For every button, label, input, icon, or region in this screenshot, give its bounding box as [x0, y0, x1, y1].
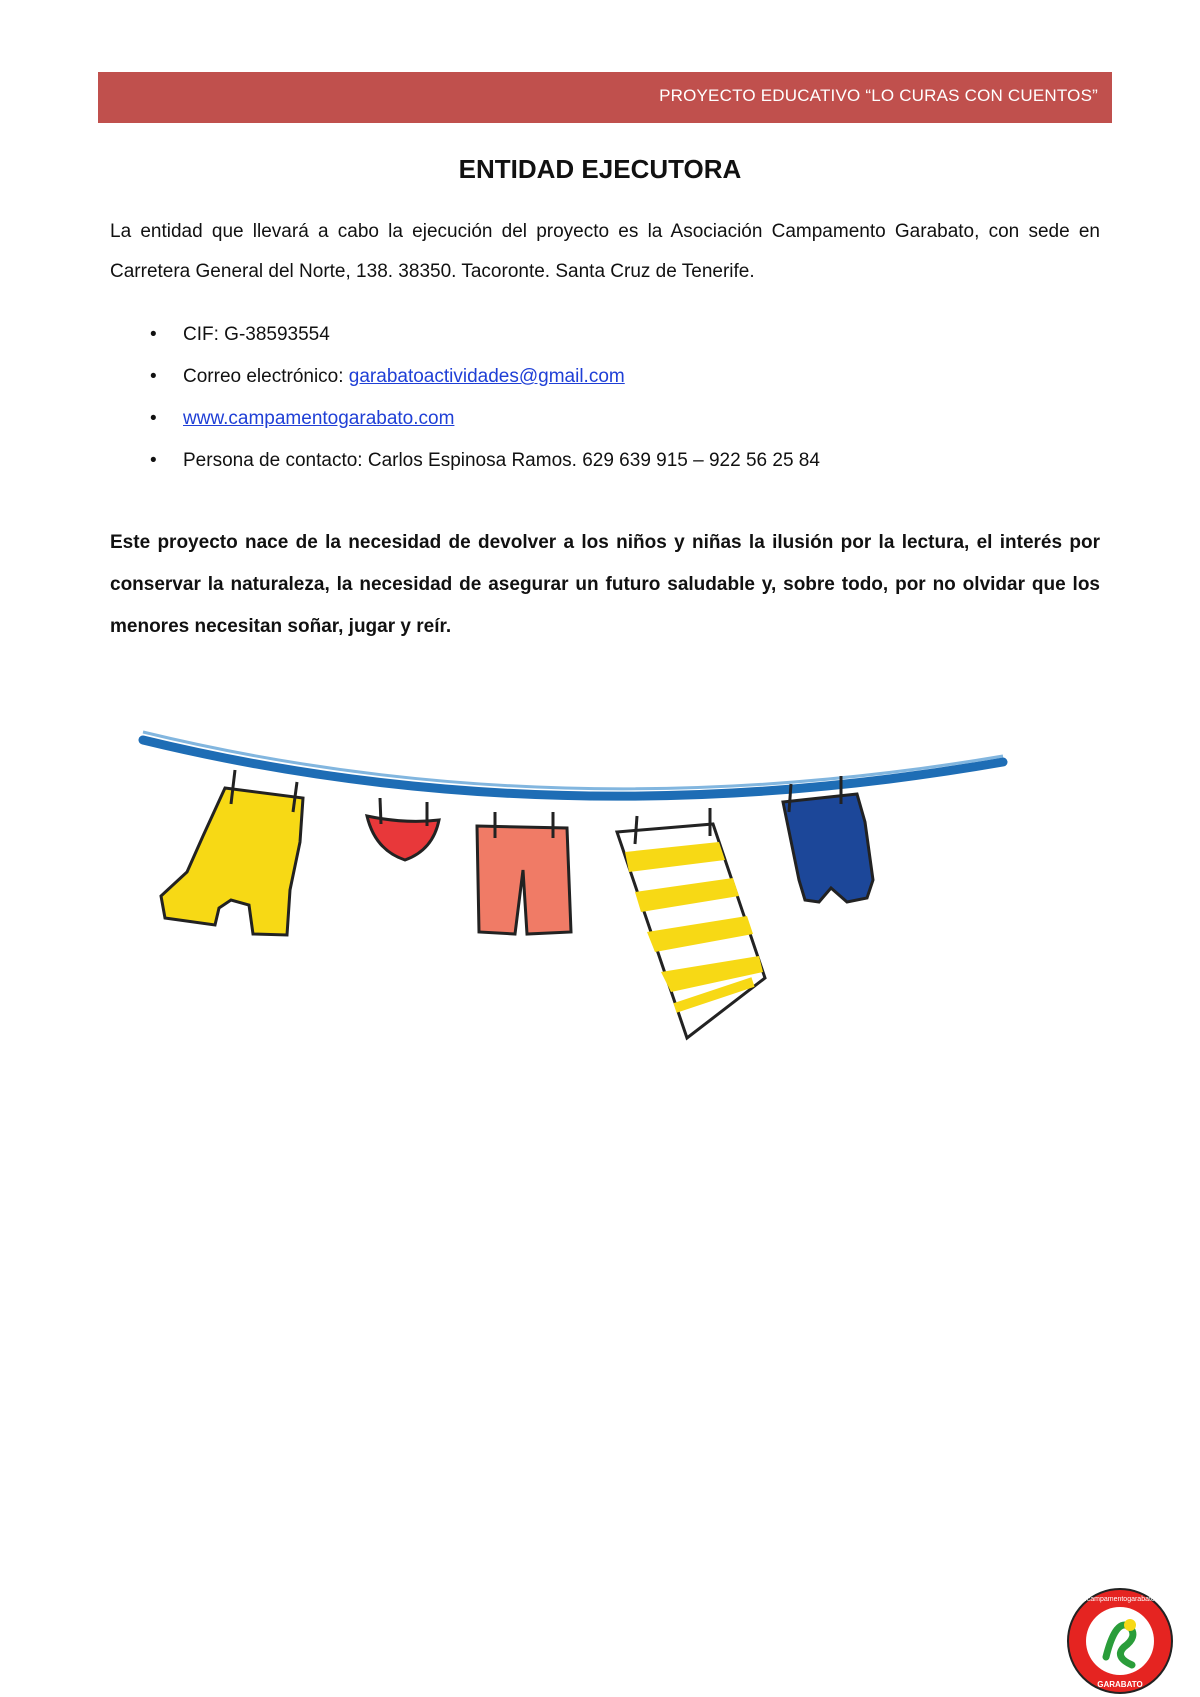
- bullet-icon: •: [150, 450, 157, 471]
- contact-text: Persona de contacto: Carlos Espinosa Ramos. 629 639 915 – 922 56 25 84: [183, 450, 820, 471]
- intro-paragraph: La entidad que llevará a cabo la ejecución del proyecto es la Asociación Campamento Garabato, con sede en Carretera General del Norte, 138. 38350. Tacoronte. Santa Cruz de Tenerife.: [110, 221, 1100, 282]
- project-statement: Este proyecto nace de la necesidad de devolver a los niños y niñas la ilusión por la lectura, el interés por conservar la naturaleza, la necesidad de asegurar un futuro saludable y, sobre todo, por no olvidar que los menores necesitan soñar, jugar y reír.: [110, 532, 1100, 637]
- email-label: Correo electrónico:: [183, 366, 349, 387]
- striped-towel: [617, 808, 765, 1038]
- navy-top: [783, 794, 873, 902]
- salmon-shorts: [477, 826, 571, 934]
- bullet-icon: •: [150, 366, 157, 387]
- contact-list: [110, 318, 1090, 486]
- email-link[interactable]: garabatoactividades@gmail.com: [348, 366, 625, 387]
- header-title: PROYECTO EDUCATIVO “LO CURAS CON CUENTOS”: [659, 86, 1098, 105]
- header-bar: [98, 72, 1112, 123]
- website-link[interactable]: www.campamentogarabato.com: [183, 408, 455, 429]
- cif-text: CIF: G-38593554: [183, 324, 330, 345]
- page-title: ENTIDAD EJECUTORA: [458, 154, 742, 184]
- list-item-website: [110, 402, 1090, 444]
- garabato-logo: [1066, 1587, 1174, 1695]
- list-item-cif: [110, 318, 1090, 360]
- bullet-icon: •: [150, 408, 157, 429]
- svg-text:www.campamentogarabato.com: www.campamentogarabato.com: [1070, 1596, 1170, 1603]
- yellow-romper: [161, 788, 303, 935]
- list-item-contact: [110, 444, 1090, 486]
- svg-text:GARABATO: GARABATO: [1097, 1680, 1143, 1689]
- list-item-email: [110, 360, 1090, 402]
- clothesline-illustration: [135, 720, 1015, 1050]
- bullet-icon: •: [150, 324, 157, 345]
